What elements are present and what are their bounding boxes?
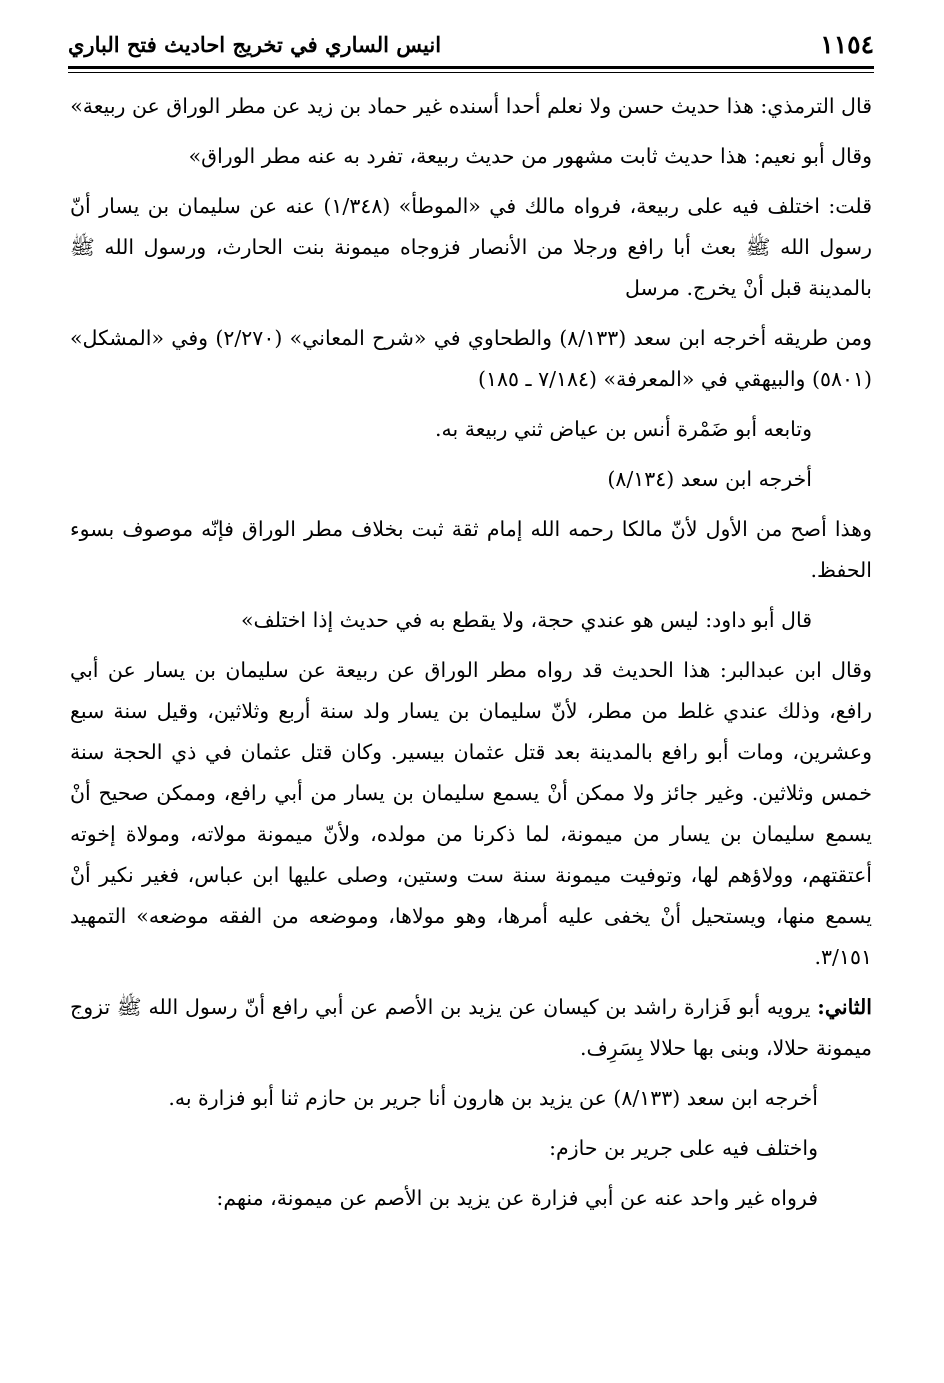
paragraph-ibn-abdilbarr: وقال ابن عبدالبر: هذا الحديث قد رواه مطر الوراق عن ربيعة عن سليمان بن يسار عن أبي رافع، وذلك عندي غلط من مطر، لأنّ سليمان بن يسار ولد سنة أربع وثلاثين، وقيل سنة سبع وعشرين، ومات أبو رافع بالمدينة بعد قتل عثمان بيسير. وكان قتل عثمان في ذي الحجة سنة خمس وثلاثين. وغير جائز ولا ممكن أنْ يسمع سليمان بن يسار من أبي رافع، وممكن صحيح أنْ يسمع سليمان بن يسار من ميمونة، لما ذكرنا من مولده، ولأنّ ميمونة مولاته، ومولاة إخوته أعتقتهم، وولاؤهم لها، وتوفيت ميمونة سنة ست وستين، وصلى عليها ابن عباس، فغير نكير أنْ يسمع منها، ويستحيل أنْ يخفى عليه أمرها، وهو مولاها، وموضعه من الفقه موضعه» التمهيد ٣/١٥١.: [70, 658, 872, 969]
paragraph-abu-dawud: قال أبو داود: ليس هو عندي حجة، ولا يقطع به في حديث إذا اختلف»: [241, 608, 812, 632]
paragraph-al-thani-text: يرويه أبو فَزارة راشد بن كيسان عن يزيد بن الأصم عن أبي رافع أنّ رسول الله ﷺ تزوج ميمونة حلالا، وبنى بها حلالا بِسَرِف.: [70, 995, 872, 1060]
paragraph-akhrajahu-134: أخرجه ابن سعد (٨/١٣٤): [607, 467, 812, 491]
paragraph-al-thani: [70, 987, 872, 1069]
paragraph-ikhtulifa: واختلف فيه على جرير بن حازم:: [549, 1136, 818, 1160]
running-title: انيس الساري في تخريج احاديث فتح الباري: [68, 32, 442, 57]
paragraph-tirmidhi: قال الترمذي: هذا حديث حسن ولا نعلم أحدا أسنده غير حماد بن زيد عن مطر الوراق عن ربيعة»: [70, 94, 872, 118]
paragraph-qultu: قلت: اختلف فيه على ربيعة، فرواه مالك في «الموطأ» (١/٣٤٨) عنه عن سليمان بن يسار أنّ رسول الله ﷺ بعث أبا رافع ورجلا من الأنصار فزوجاه ميمونة بنت الحارث، ورسول الله ﷺ بالمدينة قبل أنْ يخرج. مرسل: [70, 194, 873, 300]
header-rule-thin: [68, 72, 874, 73]
paragraph-akhrajahu-133: أخرجه ابن سعد (٨/١٣٣) عن يزيد بن هارون أنا جرير بن حازم ثنا أبو فزارة به.: [168, 1086, 818, 1110]
page-header: [68, 30, 874, 68]
page-number: ١١٥٤: [820, 30, 874, 59]
paragraph-tabaahu: وتابعه أبو ضَمْرة أنس بن عياض ثني ربيعة به.: [434, 417, 812, 441]
page-body: [70, 86, 872, 1228]
paragraph-hadha-asah: وهذا أصح من الأول لأنّ مالكا رحمه الله إمام ثقة ثبت بخلاف مطر الوراق فإنّه موصوف بسوء الحفظ.: [70, 517, 872, 582]
header-rule-thick: [68, 66, 874, 69]
paragraph-min-tariqihi: ومن طريقه أخرجه ابن سعد (٨/١٣٣) والطحاوي في «شرح المعاني» (٢/٢٧٠) وفي «المشكل» (٥٨٠١) والبيهقي في «المعرفة» (٧/١٨٤ ـ ١٨٥): [70, 326, 873, 391]
paragraph-farawahu: فرواه غير واحد عنه عن أبي فزارة عن يزيد بن الأصم عن ميمونة، منهم:: [216, 1186, 818, 1210]
run-in-heading: الثاني:: [817, 995, 872, 1019]
paragraph-abu-nuaym: وقال أبو نعيم: هذا حديث ثابت مشهور من حديث ربيعة، تفرد به عنه مطر الوراق»: [188, 144, 872, 168]
